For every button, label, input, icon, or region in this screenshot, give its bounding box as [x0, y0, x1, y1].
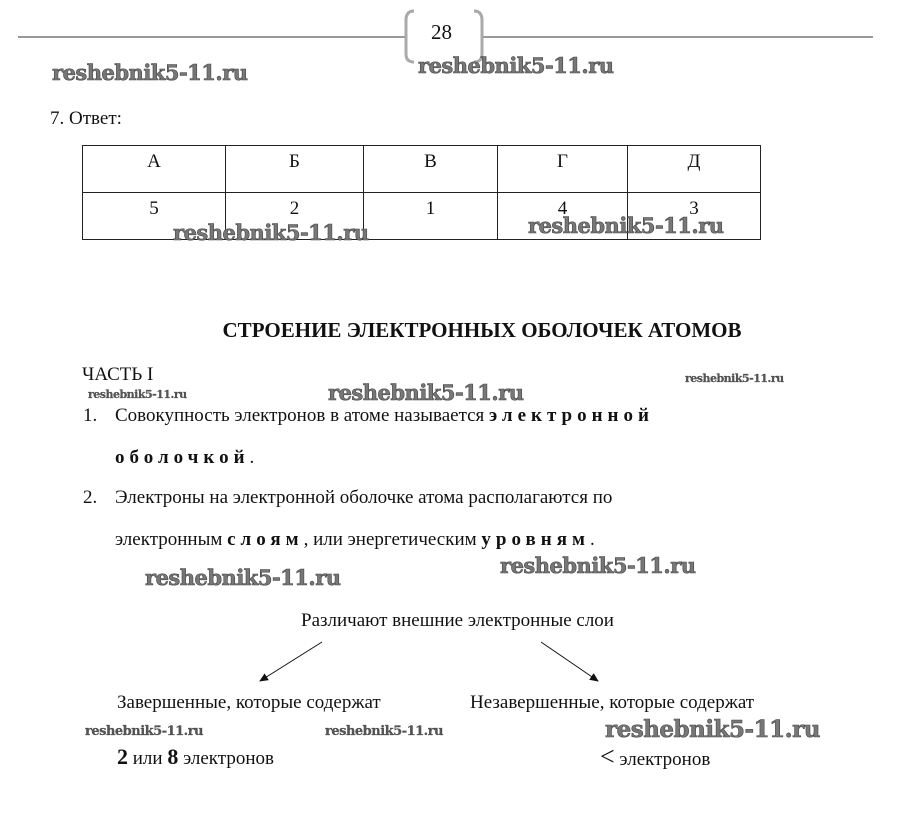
watermark: reshebnik5-11.ru: [52, 60, 248, 85]
arrow-right: [541, 642, 598, 681]
watermark: reshebnik5-11.ru: [685, 372, 784, 385]
section-title: СТРОЕНИЕ ЭЛЕКТРОННЫХ ОБОЛОЧЕК АТОМОВ: [222, 318, 742, 342]
watermark: reshebnik5-11.ru: [85, 724, 204, 739]
part-label: ЧАСТЬ I: [82, 364, 154, 385]
list-item-number: 1.: [83, 405, 98, 426]
watermark: reshebnik5-11.ru: [145, 565, 341, 590]
item-text: электронным: [115, 529, 223, 550]
value-or: или: [132, 748, 163, 769]
watermark: reshebnik5-11.ru: [328, 380, 524, 405]
answer-word: оболочкой: [115, 447, 250, 468]
value-suffix: электронов: [183, 748, 274, 769]
value: 8: [167, 744, 179, 769]
arrow-left: [260, 642, 322, 681]
page-number: 28: [431, 20, 452, 44]
diagram-root: Различают внешние электронные слои: [301, 610, 614, 631]
item-end: .: [249, 447, 255, 468]
diagram-right-value: [600, 742, 710, 772]
page-bracket-left: [406, 11, 414, 62]
diagram-left: Завершенные, которые содержат: [117, 692, 381, 713]
table-row: [83, 146, 761, 193]
watermark: reshebnik5-11.ru: [418, 53, 614, 78]
item-text: Совокупность электронов в атоме называется: [115, 405, 485, 426]
table-header: Г: [498, 146, 628, 193]
table-header: Д: [628, 146, 761, 193]
table-header: Б: [226, 146, 364, 193]
item-end: .: [589, 529, 595, 550]
answer-word: уровням: [481, 529, 590, 550]
list-item-1: [115, 405, 654, 427]
table-cell: 2: [226, 193, 364, 240]
list-item-number: 2.: [83, 487, 98, 508]
watermark: reshebnik5-11.ru: [325, 724, 444, 739]
watermark: reshebnik5-11.ru: [528, 213, 724, 238]
diagram-right: Незавершенные, которые содержат: [470, 692, 755, 713]
table-cell: 1: [364, 193, 498, 240]
item-text: , или энергетическим: [303, 529, 477, 550]
diagram-left-value: [117, 744, 274, 770]
answer-word: слоям: [227, 529, 304, 550]
value-suffix: электронов: [619, 749, 711, 770]
list-item-2: Электроны на электронной оболочке атома располагаются по: [115, 487, 613, 508]
watermark: reshebnik5-11.ru: [605, 716, 820, 743]
table-header: В: [364, 146, 498, 193]
table-header: А: [83, 146, 226, 193]
value: 2: [117, 744, 128, 769]
watermark: reshebnik5-11.ru: [500, 553, 696, 578]
table-cell: 4: [498, 193, 628, 240]
list-item-1-cont: [115, 447, 254, 469]
watermark: reshebnik5-11.ru: [173, 220, 369, 245]
list-item-2-cont: [115, 529, 595, 551]
answer-word: электронной: [489, 405, 654, 426]
table-cell: 3: [628, 193, 761, 240]
watermark: reshebnik5-11.ru: [88, 388, 187, 401]
less-than-symbol: <: [600, 742, 615, 771]
answer-label: 7. Ответ:: [50, 108, 122, 129]
table-cell: 5: [83, 193, 226, 240]
